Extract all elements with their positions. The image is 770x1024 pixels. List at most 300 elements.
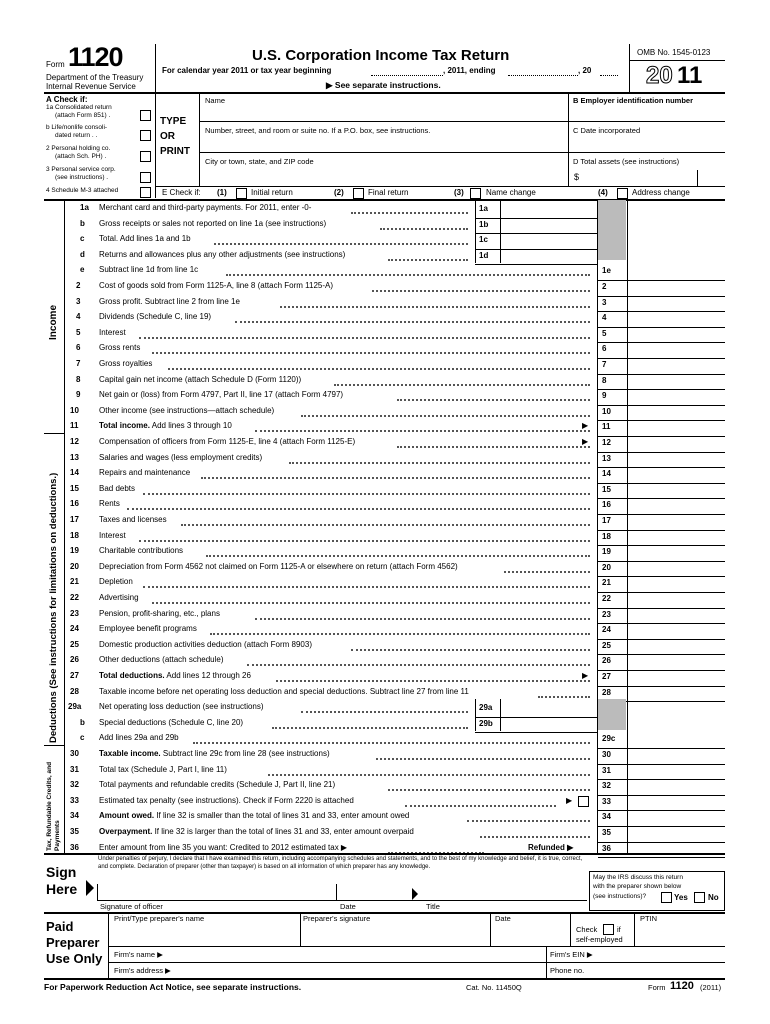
calendar-line: For calendar year 2011 or tax year beginning — [162, 66, 332, 75]
sign-arrow-icon — [86, 880, 94, 896]
line-1e-amount-field[interactable] — [628, 263, 724, 278]
line-1b-label: Gross receipts or sales not reported on line 1a (see instructions) — [99, 218, 327, 228]
line-12-leader — [397, 446, 591, 448]
dollar-sign: $ — [574, 172, 580, 182]
line-29c-amount-field[interactable] — [628, 731, 724, 746]
line-22-leader — [152, 602, 590, 604]
line-17-amount-field[interactable] — [628, 513, 724, 528]
line-12-box-label: 12 — [602, 438, 611, 447]
irs-discuss-line2: with the preparer shown below — [593, 883, 682, 890]
line-19-label: Charitable contributions — [99, 546, 184, 556]
line-b-number: b — [80, 218, 85, 228]
line-e-number: e — [80, 265, 85, 275]
line-1d-box-label: 1d — [479, 250, 489, 260]
final-return-label: Final return — [368, 188, 409, 197]
line-3-label: Gross profit. Subtract line 2 from line 1e — [99, 296, 240, 306]
line-25-leader — [351, 649, 590, 651]
line-34-box-label: 34 — [602, 812, 611, 822]
tax-year-begin-field[interactable] — [371, 75, 443, 76]
line-1c-leader — [214, 243, 468, 245]
line-29a-box-label: 29a — [479, 703, 493, 713]
name-label: Name — [205, 96, 226, 105]
line-5-leader — [139, 337, 590, 339]
line-24-leader — [210, 633, 590, 635]
line-26-number: 26 — [70, 655, 79, 665]
ptin-label: PTIN — [640, 914, 658, 923]
line-20-leader — [504, 571, 590, 573]
line-30-leader — [376, 758, 590, 760]
line-29b-amount-field[interactable] — [501, 716, 597, 731]
line-8-number: 8 — [76, 374, 81, 384]
line-34-leader — [467, 820, 590, 822]
line-11-label: Total income. Add lines 3 through 10 — [99, 421, 232, 431]
street-label: Number, street, and room or suite no. If a P.O. box, see instructions. — [205, 126, 431, 135]
year-bold: 11 — [677, 62, 703, 89]
line-2-number: 2 — [76, 281, 81, 290]
final-return-checkbox[interactable] — [353, 188, 364, 199]
line-32-number: 32 — [70, 780, 79, 790]
line-5-number: 5 — [76, 327, 81, 337]
line-5-amount-field[interactable] — [628, 326, 724, 341]
row-rule — [475, 732, 597, 733]
line-21-label: Depletion — [99, 577, 133, 587]
form-word: Form — [46, 60, 65, 69]
irs-name: Internal Revenue Service — [46, 82, 136, 91]
line-13-amount-field[interactable] — [628, 451, 724, 466]
line-30-amount-field[interactable] — [628, 747, 724, 762]
dept-treasury: Department of the Treasury — [46, 73, 144, 82]
line-2-leader — [372, 290, 590, 292]
line-1c-label: Total. Add lines 1a and 1b — [99, 234, 191, 244]
line-16-leader — [127, 508, 590, 510]
line-6-number: 6 — [76, 343, 81, 353]
line-12-number: 12 — [70, 437, 79, 446]
form-title: U.S. Corporation Income Tax Return — [252, 47, 510, 64]
street-field[interactable] — [200, 136, 568, 152]
line-20-label: Depreciation from Form 4562 not claimed on Form 1125-A or elsewhere on return (attach Form 4562) — [99, 561, 458, 571]
line-25-number: 25 — [70, 639, 79, 649]
no-label: No — [708, 893, 719, 902]
line-6-leader — [152, 352, 590, 354]
line-35-label: Overpayment. If line 32 is larger than the total of lines 31 and 33, enter amount overpaid — [99, 827, 414, 836]
print-name-label: Print/Type preparer's name — [114, 914, 205, 923]
line-19-amount-field[interactable] — [628, 544, 724, 559]
line-8-box-label: 8 — [602, 375, 607, 385]
a-item-3-checkbox[interactable] — [140, 151, 151, 162]
line-24-amount-field[interactable] — [628, 622, 724, 637]
a-item-1-line2: (attach Form 851) . — [55, 112, 111, 119]
line-2-label: Cost of goods sold from Form 1125-A, line 8 (attach Form 1125-A) — [99, 281, 334, 290]
inner-col-rule — [475, 231, 476, 247]
line-17-leader — [181, 524, 590, 526]
ein-field[interactable] — [569, 106, 725, 121]
line-22-amount-field[interactable] — [628, 591, 724, 606]
line-27-arrow-icon: ▶ — [582, 671, 589, 680]
line-1d-label: Returns and allowances plus any other adjustments (see instructions) — [99, 249, 346, 259]
see-instructions: ▶ See separate instructions. — [326, 80, 441, 90]
line-23-box-label: 23 — [602, 609, 611, 619]
line-15-box-label: 15 — [602, 484, 611, 494]
line-29c-label: Add lines 29a and 29b — [99, 733, 179, 743]
line-23-number: 23 — [70, 608, 79, 618]
a-item-2-line1: b Life/nonlife consoli- — [46, 124, 108, 131]
line-32-amount-field[interactable] — [628, 778, 724, 793]
line-8-amount-field[interactable] — [628, 373, 724, 388]
self-employed-checkbox[interactable] — [603, 924, 614, 935]
perjury-text-2: and complete. Declaration of preparer (other than taxpayer) is based on all information of which preparer has any knowledge. — [98, 864, 431, 870]
line-b-number: b — [80, 717, 85, 727]
check-if-label-prep: Check — [576, 925, 598, 934]
line-28-amount-field[interactable] — [628, 685, 724, 700]
line-30-label: Taxable income. Subtract line 29c from line 28 (see instructions) — [99, 749, 330, 758]
line-32-label: Total payments and refundable credits (Schedule J, Part II, line 21) — [99, 780, 336, 790]
line-13-number: 13 — [70, 452, 79, 462]
line-17-number: 17 — [70, 515, 79, 524]
footer-form-number: 1120 — [670, 980, 694, 992]
line-23-label: Pension, profit-sharing, etc., plans — [99, 608, 220, 618]
initial-return-label: Initial return — [251, 188, 293, 197]
signature-officer-label: Signature of officer — [100, 902, 163, 911]
line-1a-number: 1a — [80, 203, 89, 212]
ein-label: B Employer identification number — [573, 96, 694, 105]
line-21-leader — [143, 586, 590, 588]
line-26-label: Other deductions (attach schedule) — [99, 655, 224, 665]
yes-label: Yes — [674, 893, 688, 902]
line-27-leader — [276, 680, 590, 682]
line-29b-box-label: 29b — [479, 718, 493, 728]
line-31-box-label: 31 — [602, 765, 611, 775]
print-label: PRINT — [160, 146, 190, 157]
officer-date-field[interactable] — [338, 872, 410, 900]
a-item-4-line1: 3 Personal service corp. — [46, 166, 116, 173]
self-employed-label: self-employed — [576, 935, 623, 944]
line-10-leader — [301, 415, 590, 417]
line-1e-leader — [226, 274, 590, 276]
name-change-checkbox[interactable] — [470, 188, 481, 199]
line-29a-label: Net operating loss deduction (see instructions) — [99, 702, 264, 712]
a-item-3-line2: (attach Sch. PH) . — [55, 153, 107, 160]
sign-title: Sign — [46, 864, 77, 880]
firm-name-label: Firm's name ▶ — [114, 950, 163, 959]
date-incorporated-field[interactable] — [569, 136, 725, 152]
e-option-2-num: (2) — [334, 188, 344, 197]
inner-col-rule — [475, 247, 476, 263]
line-13-label: Salaries and wages (less employment credits) — [99, 452, 263, 462]
a-item-4-checkbox[interactable] — [140, 172, 151, 183]
line-29b-label: Special deductions (Schedule C, line 20) — [99, 717, 244, 727]
e-option-4-num: (4) — [598, 188, 608, 197]
line-25-label: Domestic production activities deduction (attach Form 8903) — [99, 639, 312, 649]
form-2220-checkbox[interactable] — [578, 796, 589, 807]
comma-20-label: , 20 — [578, 66, 592, 75]
line-7-box-label: 7 — [602, 360, 607, 369]
line-14-box-label: 14 — [602, 469, 611, 479]
initial-return-checkbox[interactable] — [236, 188, 247, 199]
line-8-leader — [334, 384, 590, 386]
preparer-date-label: Date — [495, 914, 511, 923]
line-18-amount-field[interactable] — [628, 529, 724, 544]
line-20-number: 20 — [70, 561, 79, 571]
line-18-box-label: 18 — [602, 531, 611, 541]
tax-year-end-year-field[interactable] — [600, 75, 618, 76]
year-ending-label: , 2011, ending — [443, 66, 496, 75]
deductions-side-label: Deductions (See instructions for limitations on deductions.) — [48, 472, 59, 743]
line-29c-box-label: 29c — [602, 734, 616, 744]
address-change-label: Address change — [632, 188, 690, 197]
line-25-amount-field[interactable] — [628, 638, 724, 653]
line-15-leader — [143, 493, 590, 495]
line-23-amount-field[interactable] — [628, 607, 724, 622]
line-8-label: Capital gain net income (attach Schedule D (Form 1120)) — [99, 374, 302, 384]
name-change-label: Name change — [486, 188, 536, 197]
line-1d-amount-field[interactable] — [501, 248, 597, 263]
inner-col-rule — [475, 715, 476, 731]
line-12-label: Compensation of officers from Form 1125-E, line 4 (attach Form 1125-E) — [99, 437, 356, 446]
preparer-signature-label: Preparer's signature — [303, 914, 371, 923]
ptin-field[interactable] — [636, 925, 724, 945]
omb-number: OMB No. 1545-0123 — [637, 48, 711, 57]
line-33-box-label: 33 — [602, 796, 611, 806]
footer-form-word: Form — [648, 983, 666, 992]
line-9-label: Net gain or (loss) from Form 4797, Part II, line 17 (attach Form 4797) — [99, 390, 344, 400]
line-16-label: Rents — [99, 499, 120, 509]
line-9-leader — [397, 399, 591, 401]
line-26-amount-field[interactable] — [628, 653, 724, 668]
line-1b-leader — [380, 228, 468, 230]
line-18-leader — [139, 540, 590, 542]
line-4-label: Dividends (Schedule C, line 19) — [99, 312, 212, 322]
e-option-3-num: (3) — [454, 188, 464, 197]
line-13-leader — [289, 462, 590, 464]
line-31-amount-field[interactable] — [628, 763, 724, 778]
phone-label: Phone no. — [550, 966, 585, 975]
a-item-5-line1: 4 Schedule M-3 attached — [46, 187, 119, 194]
line-35-leader — [480, 836, 591, 838]
line-10-box-label: 10 — [602, 406, 611, 416]
firm-address-label: Firm's address ▶ — [114, 966, 171, 975]
line-7-leader — [168, 368, 590, 370]
line-36-number: 36 — [70, 842, 79, 852]
line-7-label: Gross royalties — [99, 359, 153, 368]
line-1b-box-label: 1b — [479, 219, 489, 229]
line-20-box-label: 20 — [602, 562, 611, 572]
line-2-box-label: 2 — [602, 282, 607, 291]
line-26-leader — [247, 664, 590, 666]
line-1e-label: Subtract line 1d from line 1c — [99, 265, 199, 275]
tax-year-end-field[interactable] — [508, 75, 578, 76]
officer-signature-field[interactable] — [100, 872, 336, 900]
line-32-leader — [388, 789, 590, 791]
line-36-box-label: 36 — [602, 843, 611, 853]
line-1a-leader — [351, 212, 468, 214]
paperwork-notice: For Paperwork Reduction Act Notice, see separate instructions. — [44, 982, 302, 992]
preparer-title: Preparer — [46, 935, 100, 950]
line-34-amount-field[interactable] — [628, 809, 724, 824]
line-3-box-label: 3 — [602, 297, 607, 307]
phone-field[interactable] — [592, 964, 724, 977]
line-10-amount-field[interactable] — [628, 404, 724, 419]
line-11-number: 11 — [70, 421, 79, 431]
line-21-amount-field[interactable] — [628, 575, 724, 590]
line-27-label: Total deductions. Add lines 12 through 26 — [99, 671, 251, 680]
line-29b-leader — [272, 727, 468, 729]
line-36-label: Enter amount from line 35 you want: Credited to 2012 estimated tax ▶ — [99, 842, 348, 852]
preparer-date-field[interactable] — [492, 925, 568, 945]
line-25-box-label: 25 — [602, 640, 611, 650]
line-35-number: 35 — [70, 827, 79, 836]
line-6-label: Gross rents — [99, 343, 141, 353]
line-16-amount-field[interactable] — [628, 497, 724, 512]
line-19-box-label: 19 — [602, 547, 611, 557]
line-24-box-label: 24 — [602, 625, 611, 635]
preparer-name-field[interactable] — [110, 925, 300, 945]
line-34-label: Amount owed. If line 32 is smaller than the total of lines 31 and 33, enter amount owed — [99, 811, 410, 821]
line-4-box-label: 4 — [602, 313, 607, 323]
line-26-box-label: 26 — [602, 656, 611, 666]
line-10-label: Other income (see instructions—attach schedule) — [99, 405, 275, 415]
line-17-label: Taxes and licenses — [99, 515, 167, 524]
line-1c-amount-field[interactable] — [501, 232, 597, 247]
perjury-text-1: Under penalties of perjury, I declare that I have examined this return, including accompanying schedules and statements, and to the best of my knowledge and belief, it is true, correct, — [98, 856, 583, 862]
line-11-amount-field[interactable] — [628, 419, 724, 434]
line-12-amount-field[interactable] — [628, 435, 724, 450]
line-3-amount-field[interactable] — [628, 295, 724, 310]
line-21-number: 21 — [70, 577, 79, 587]
city-field[interactable] — [200, 167, 568, 185]
line-3-leader — [280, 306, 590, 308]
footer-year: (2011) — [700, 983, 722, 992]
line-33-amount-field[interactable] — [628, 794, 724, 809]
line-14-leader — [201, 477, 590, 479]
if-label: if — [617, 925, 621, 934]
line-9-box-label: 9 — [602, 391, 607, 401]
date-label: Date — [340, 902, 356, 911]
line-22-box-label: 22 — [602, 594, 611, 603]
form-number: 1120 — [68, 42, 123, 72]
preparer-signature-field[interactable] — [302, 925, 488, 945]
line-30-box-label: 30 — [602, 750, 611, 759]
line-15-number: 15 — [70, 483, 79, 493]
check-if-label: A Check if: — [46, 95, 88, 104]
line-24-label: Employee benefit programs — [99, 624, 197, 634]
line-30-number: 30 — [70, 749, 79, 758]
line-27-box-label: 27 — [602, 672, 611, 681]
line-16-number: 16 — [70, 499, 79, 509]
line-1c-box-label: 1c — [479, 235, 488, 245]
inner-col-rule — [475, 216, 476, 232]
inner-col-rule — [475, 699, 476, 715]
line-d-number: d — [80, 249, 85, 259]
a-item-2-line2: dated return . . — [55, 132, 98, 139]
line-11-box-label: 11 — [602, 422, 611, 432]
irs-discuss-yes-checkbox[interactable] — [661, 892, 672, 903]
line-2-amount-field[interactable] — [628, 279, 724, 294]
line-6-box-label: 6 — [602, 344, 607, 354]
line-c-number: c — [80, 733, 85, 743]
line-5-box-label: 5 — [602, 328, 607, 338]
a-item-1-line1: 1a Consolidated return — [46, 104, 112, 111]
line-28-number: 28 — [70, 686, 79, 696]
line-11-leader — [255, 430, 590, 432]
line-15-label: Bad debts — [99, 483, 136, 493]
line-24-number: 24 — [70, 624, 79, 634]
line-1a-amount-field[interactable] — [501, 201, 597, 216]
total-assets-label: D Total assets (see instructions) — [573, 157, 680, 166]
a-item-5-checkbox[interactable] — [140, 187, 151, 198]
irs-discuss-line3: (see instructions)? — [593, 893, 647, 900]
line-14-number: 14 — [70, 468, 79, 478]
city-label: City or town, state, and ZIP code — [205, 157, 314, 166]
line-28-box-label: 28 — [602, 687, 611, 697]
line-29a-amount-field[interactable] — [501, 700, 597, 715]
line-7-amount-field[interactable] — [628, 357, 724, 372]
line-9-number: 9 — [76, 390, 81, 400]
line-10-number: 10 — [70, 405, 79, 415]
line-15-amount-field[interactable] — [628, 482, 724, 497]
line-34-number: 34 — [70, 811, 79, 821]
line-33-number: 33 — [70, 795, 79, 805]
line-28-label: Taxable income before net operating loss deduction and special deductions. Subtract line 27 from line 11 — [99, 686, 469, 696]
line-29a-number: 29a — [68, 702, 82, 712]
line-32-box-label: 32 — [602, 781, 611, 791]
tax-side-label: Tax, Refundable Credits, and Payments — [46, 761, 61, 851]
name-field[interactable] — [200, 106, 568, 121]
line-27-amount-field[interactable] — [628, 669, 724, 684]
line-9-amount-field[interactable] — [628, 388, 724, 403]
line-33-arrow-icon: ▶ — [566, 795, 573, 805]
refunded-label: Refunded ▶ — [528, 842, 574, 852]
line-17-box-label: 17 — [602, 516, 611, 525]
use-only-title: Use Only — [46, 951, 103, 966]
line-33-leader — [405, 805, 556, 807]
firm-address-field[interactable] — [195, 964, 544, 977]
line-22-label: Advertising — [99, 593, 139, 602]
line-1b-amount-field[interactable] — [501, 217, 597, 232]
line-18-number: 18 — [70, 530, 79, 540]
line-4-leader — [235, 321, 590, 323]
total-assets-field[interactable] — [582, 168, 725, 185]
a-item-1-checkbox[interactable] — [140, 110, 151, 121]
row-rule — [598, 857, 725, 858]
line-12-arrow-icon: ▶ — [582, 437, 589, 446]
line-35-amount-field[interactable] — [628, 825, 724, 840]
line-35-box-label: 35 — [602, 828, 611, 837]
irs-discuss-no-checkbox[interactable] — [694, 892, 705, 903]
line-29c-leader — [193, 742, 590, 744]
line-19-leader — [206, 555, 590, 557]
line-14-amount-field[interactable] — [628, 466, 724, 481]
title-label: Title — [426, 902, 440, 911]
a-item-2-checkbox[interactable] — [140, 130, 151, 141]
or-label: OR — [160, 131, 175, 142]
address-change-checkbox[interactable] — [617, 188, 628, 199]
paid-title: Paid — [46, 919, 74, 934]
line-6-amount-field[interactable] — [628, 341, 724, 356]
e-option-1-num: (1) — [217, 188, 227, 197]
officer-title-field[interactable] — [417, 872, 587, 900]
here-title: Here — [46, 881, 78, 897]
type-label: TYPE — [160, 116, 187, 127]
line-5-label: Interest — [99, 327, 126, 337]
line-31-number: 31 — [70, 764, 79, 774]
line-4-amount-field[interactable] — [628, 310, 724, 325]
cat-number: Cat. No. 11450Q — [466, 983, 522, 992]
line-7-number: 7 — [76, 359, 81, 368]
firm-ein-field[interactable] — [604, 948, 724, 962]
line-20-amount-field[interactable] — [628, 560, 724, 575]
title-arrow-icon — [412, 888, 418, 900]
firm-name-field[interactable] — [190, 948, 544, 962]
